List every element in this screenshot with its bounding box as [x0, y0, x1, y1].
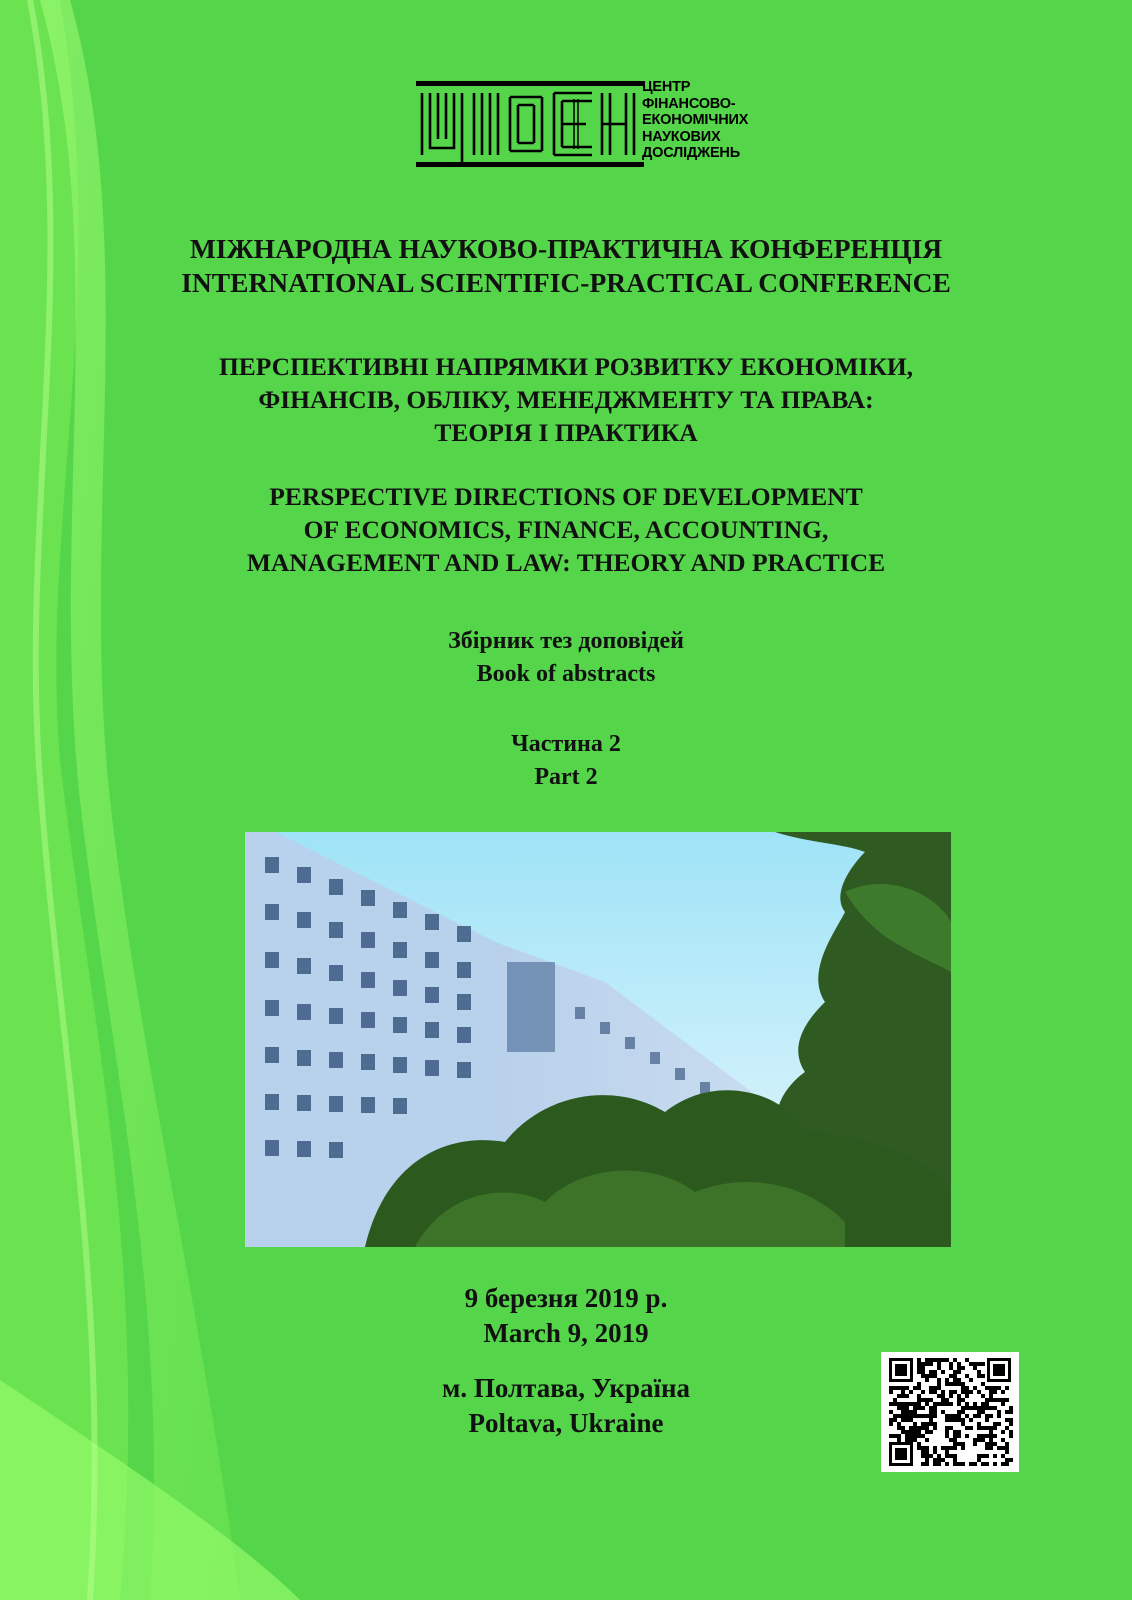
logo-subtitle: [642, 79, 792, 162]
qr-code: [881, 1352, 1019, 1472]
logo: [414, 79, 789, 169]
part-en: Part 2: [534, 764, 598, 790]
logo-subtitle-line: ЦЕНТР: [642, 79, 691, 95]
theme-uk-line: ФІНАНСІВ, ОБЛІКУ, МЕНЕДЖМЕНТУ ТА ПРАВА:: [258, 385, 874, 414]
conference-title: [0, 232, 1132, 300]
theme-en: [0, 480, 1132, 579]
part-label: [0, 728, 1132, 794]
collection-uk: Збірник тез доповідей: [448, 628, 684, 654]
event-place-uk: м. Полтава, Україна: [441, 1373, 691, 1403]
logo-subtitle-line: ФІНАНСОВО-: [642, 95, 736, 112]
theme-uk-line: ТЕОРІЯ І ПРАКТИКА: [434, 418, 698, 447]
logo-mark: [414, 79, 646, 169]
event-date: [0, 1281, 1132, 1351]
theme-uk: [0, 350, 1132, 449]
logo-subtitle-line: ЕКОНОМІЧНИХ: [642, 112, 749, 128]
collection-en: Book of abstracts: [476, 661, 656, 687]
event-date-uk: 9 березня 2019 р.: [464, 1283, 668, 1313]
conference-title-en: INTERNATIONAL SCIENTIFIC-PRACTICAL CONFERENCE: [181, 267, 951, 298]
part-uk: Частина 2: [511, 731, 621, 757]
theme-uk-line: ПЕРСПЕКТИВНІ НАПРЯМКИ РОЗВИТКУ ЕКОНОМІКИ,: [218, 352, 914, 381]
theme-en-line: OF ECONOMICS, FINANCE, ACCOUNTING,: [303, 515, 829, 544]
logo-subtitle-line: ДОСЛІДЖЕНЬ: [642, 145, 740, 161]
collection-label: [0, 625, 1132, 691]
theme-en-line: PERSPECTIVE DIRECTIONS OF DEVELOPMENT: [269, 482, 863, 511]
event-place-en: Poltava, Ukraine: [468, 1408, 664, 1438]
logo-subtitle-line: НАУКОВИХ: [642, 128, 721, 145]
conference-title-uk: МІЖНАРОДНА НАУКОВО-ПРАКТИЧНА КОНФЕРЕНЦІЯ: [189, 233, 943, 264]
building-photo: [245, 832, 951, 1247]
qr-code-graphic: [881, 1352, 1019, 1472]
event-date-en: March 9, 2019: [483, 1318, 649, 1348]
theme-en-line: MANAGEMENT AND LAW: THEORY AND PRACTICE: [246, 548, 886, 577]
